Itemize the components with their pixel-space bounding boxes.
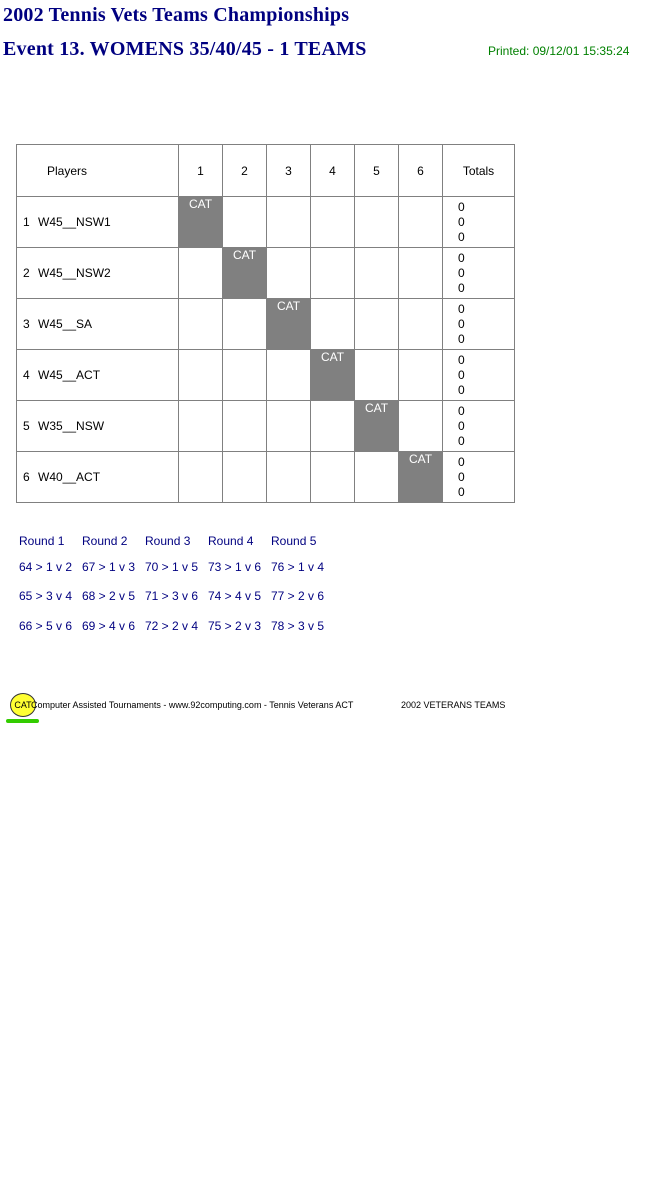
player-name: W45__NSW2 (38, 266, 111, 280)
cat-cell: CAT (355, 401, 399, 452)
total-value: 0 (458, 280, 465, 295)
match-item: 66 > 5 v 6 (19, 619, 73, 633)
total-value: 0 (458, 403, 465, 418)
result-cell (223, 401, 267, 452)
total-value: 0 (458, 484, 465, 499)
total-value: 0 (458, 265, 465, 280)
result-cell (355, 299, 399, 350)
results-grid (16, 144, 515, 503)
totals-cell (443, 197, 515, 248)
col-header-3: 3 (267, 145, 311, 197)
totals-header: Totals (443, 145, 515, 197)
round-label: Round 1 (19, 534, 65, 548)
result-cell (311, 452, 355, 503)
totals-cell (443, 350, 515, 401)
table-row (17, 299, 515, 350)
col-header-2: 2 (223, 145, 267, 197)
player-name: W45__NSW1 (38, 215, 111, 229)
result-cell (223, 299, 267, 350)
player-number: 3 (23, 317, 30, 331)
table-row (17, 452, 515, 503)
player-number: 6 (23, 470, 30, 484)
result-cell (267, 350, 311, 401)
player-cell (17, 401, 179, 452)
result-cell (355, 248, 399, 299)
player-cell (17, 248, 179, 299)
cat-cell: CAT (179, 197, 223, 248)
total-value: 0 (458, 454, 465, 469)
logo-underline (6, 719, 39, 723)
cat-cell: CAT (311, 350, 355, 401)
player-name: W40__ACT (38, 470, 101, 484)
col-header-6: 6 (399, 145, 443, 197)
cat-cell: CAT (223, 248, 267, 299)
result-cell (179, 452, 223, 503)
total-value: 0 (458, 469, 465, 484)
total-value: 0 (458, 352, 465, 367)
result-cell (223, 350, 267, 401)
match-item: 67 > 1 v 3 (82, 560, 136, 574)
match-item: 73 > 1 v 6 (208, 560, 262, 574)
result-cell (399, 350, 443, 401)
total-value: 0 (458, 433, 465, 448)
player-number: 1 (23, 215, 30, 229)
total-value: 0 (458, 382, 465, 397)
printed-timestamp: Printed: 09/12/01 15:35:24 (488, 44, 630, 58)
match-item: 69 > 4 v 6 (82, 619, 136, 633)
match-item: 74 > 4 v 5 (208, 589, 262, 603)
total-value: 0 (458, 301, 465, 316)
cat-cell: CAT (267, 299, 311, 350)
cat-cell: CAT (399, 452, 443, 503)
result-cell (355, 452, 399, 503)
event-title: Event 13. WOMENS 35/40/45 - 1 TEAMS (3, 38, 367, 60)
round-label: Round 5 (271, 534, 317, 548)
player-number: 5 (23, 419, 30, 433)
totals-cell (443, 401, 515, 452)
result-cell (179, 401, 223, 452)
match-item: 77 > 2 v 6 (271, 589, 325, 603)
table-row (17, 350, 515, 401)
result-cell (311, 197, 355, 248)
player-cell (17, 350, 179, 401)
match-item: 64 > 1 v 2 (19, 560, 73, 574)
total-value: 0 (458, 229, 465, 244)
footer-event: 2002 VETERANS TEAMS (401, 700, 506, 710)
match-item: 71 > 3 v 6 (145, 589, 199, 603)
total-value: 0 (458, 250, 465, 265)
result-cell (311, 299, 355, 350)
player-name: W35__NSW (38, 419, 105, 433)
table-row (17, 197, 515, 248)
player-cell (17, 197, 179, 248)
total-value: 0 (458, 418, 465, 433)
totals-cell (443, 248, 515, 299)
result-cell (399, 248, 443, 299)
result-cell (179, 299, 223, 350)
result-cell (267, 401, 311, 452)
result-cell (223, 452, 267, 503)
result-cell (267, 248, 311, 299)
player-name: W45__SA (38, 317, 93, 331)
match-item: 68 > 2 v 5 (82, 589, 136, 603)
result-cell (355, 197, 399, 248)
match-item: 70 > 1 v 5 (145, 560, 199, 574)
player-cell (17, 452, 179, 503)
match-item: 78 > 3 v 5 (271, 619, 325, 633)
player-name: W45__ACT (38, 368, 101, 382)
player-number: 2 (23, 266, 30, 280)
round-label: Round 3 (145, 534, 191, 548)
result-cell (267, 452, 311, 503)
result-cell (399, 299, 443, 350)
result-cell (355, 350, 399, 401)
player-cell (17, 299, 179, 350)
totals-cell (443, 299, 515, 350)
result-cell (179, 248, 223, 299)
match-item: 72 > 2 v 4 (145, 619, 199, 633)
grid-header-row (17, 145, 515, 197)
result-cell (311, 401, 355, 452)
total-value: 0 (458, 214, 465, 229)
table-row (17, 248, 515, 299)
col-header-5: 5 (355, 145, 399, 197)
total-value: 0 (458, 367, 465, 382)
col-header-4: 4 (311, 145, 355, 197)
result-cell (179, 350, 223, 401)
result-cell (223, 197, 267, 248)
col-header-1: 1 (179, 145, 223, 197)
match-item: 76 > 1 v 4 (271, 560, 325, 574)
player-number: 4 (23, 368, 30, 382)
result-cell (399, 197, 443, 248)
total-value: 0 (458, 316, 465, 331)
players-header: Players (17, 145, 179, 197)
totals-cell (443, 452, 515, 503)
result-cell (267, 197, 311, 248)
round-label: Round 2 (82, 534, 128, 548)
total-value: 0 (458, 331, 465, 346)
result-cell (399, 401, 443, 452)
result-cell (311, 248, 355, 299)
cat-logo-icon: CAT (10, 693, 36, 717)
round-label: Round 4 (208, 534, 254, 548)
footer-credit: Computer Assisted Tournaments - www.92computing.com - Tennis Veterans ACT (31, 700, 354, 710)
total-value: 0 (458, 199, 465, 214)
match-item: 75 > 2 v 3 (208, 619, 262, 633)
table-row (17, 401, 515, 452)
page-title: 2002 Tennis Vets Teams Championships (3, 4, 350, 26)
match-item: 65 > 3 v 4 (19, 589, 73, 603)
